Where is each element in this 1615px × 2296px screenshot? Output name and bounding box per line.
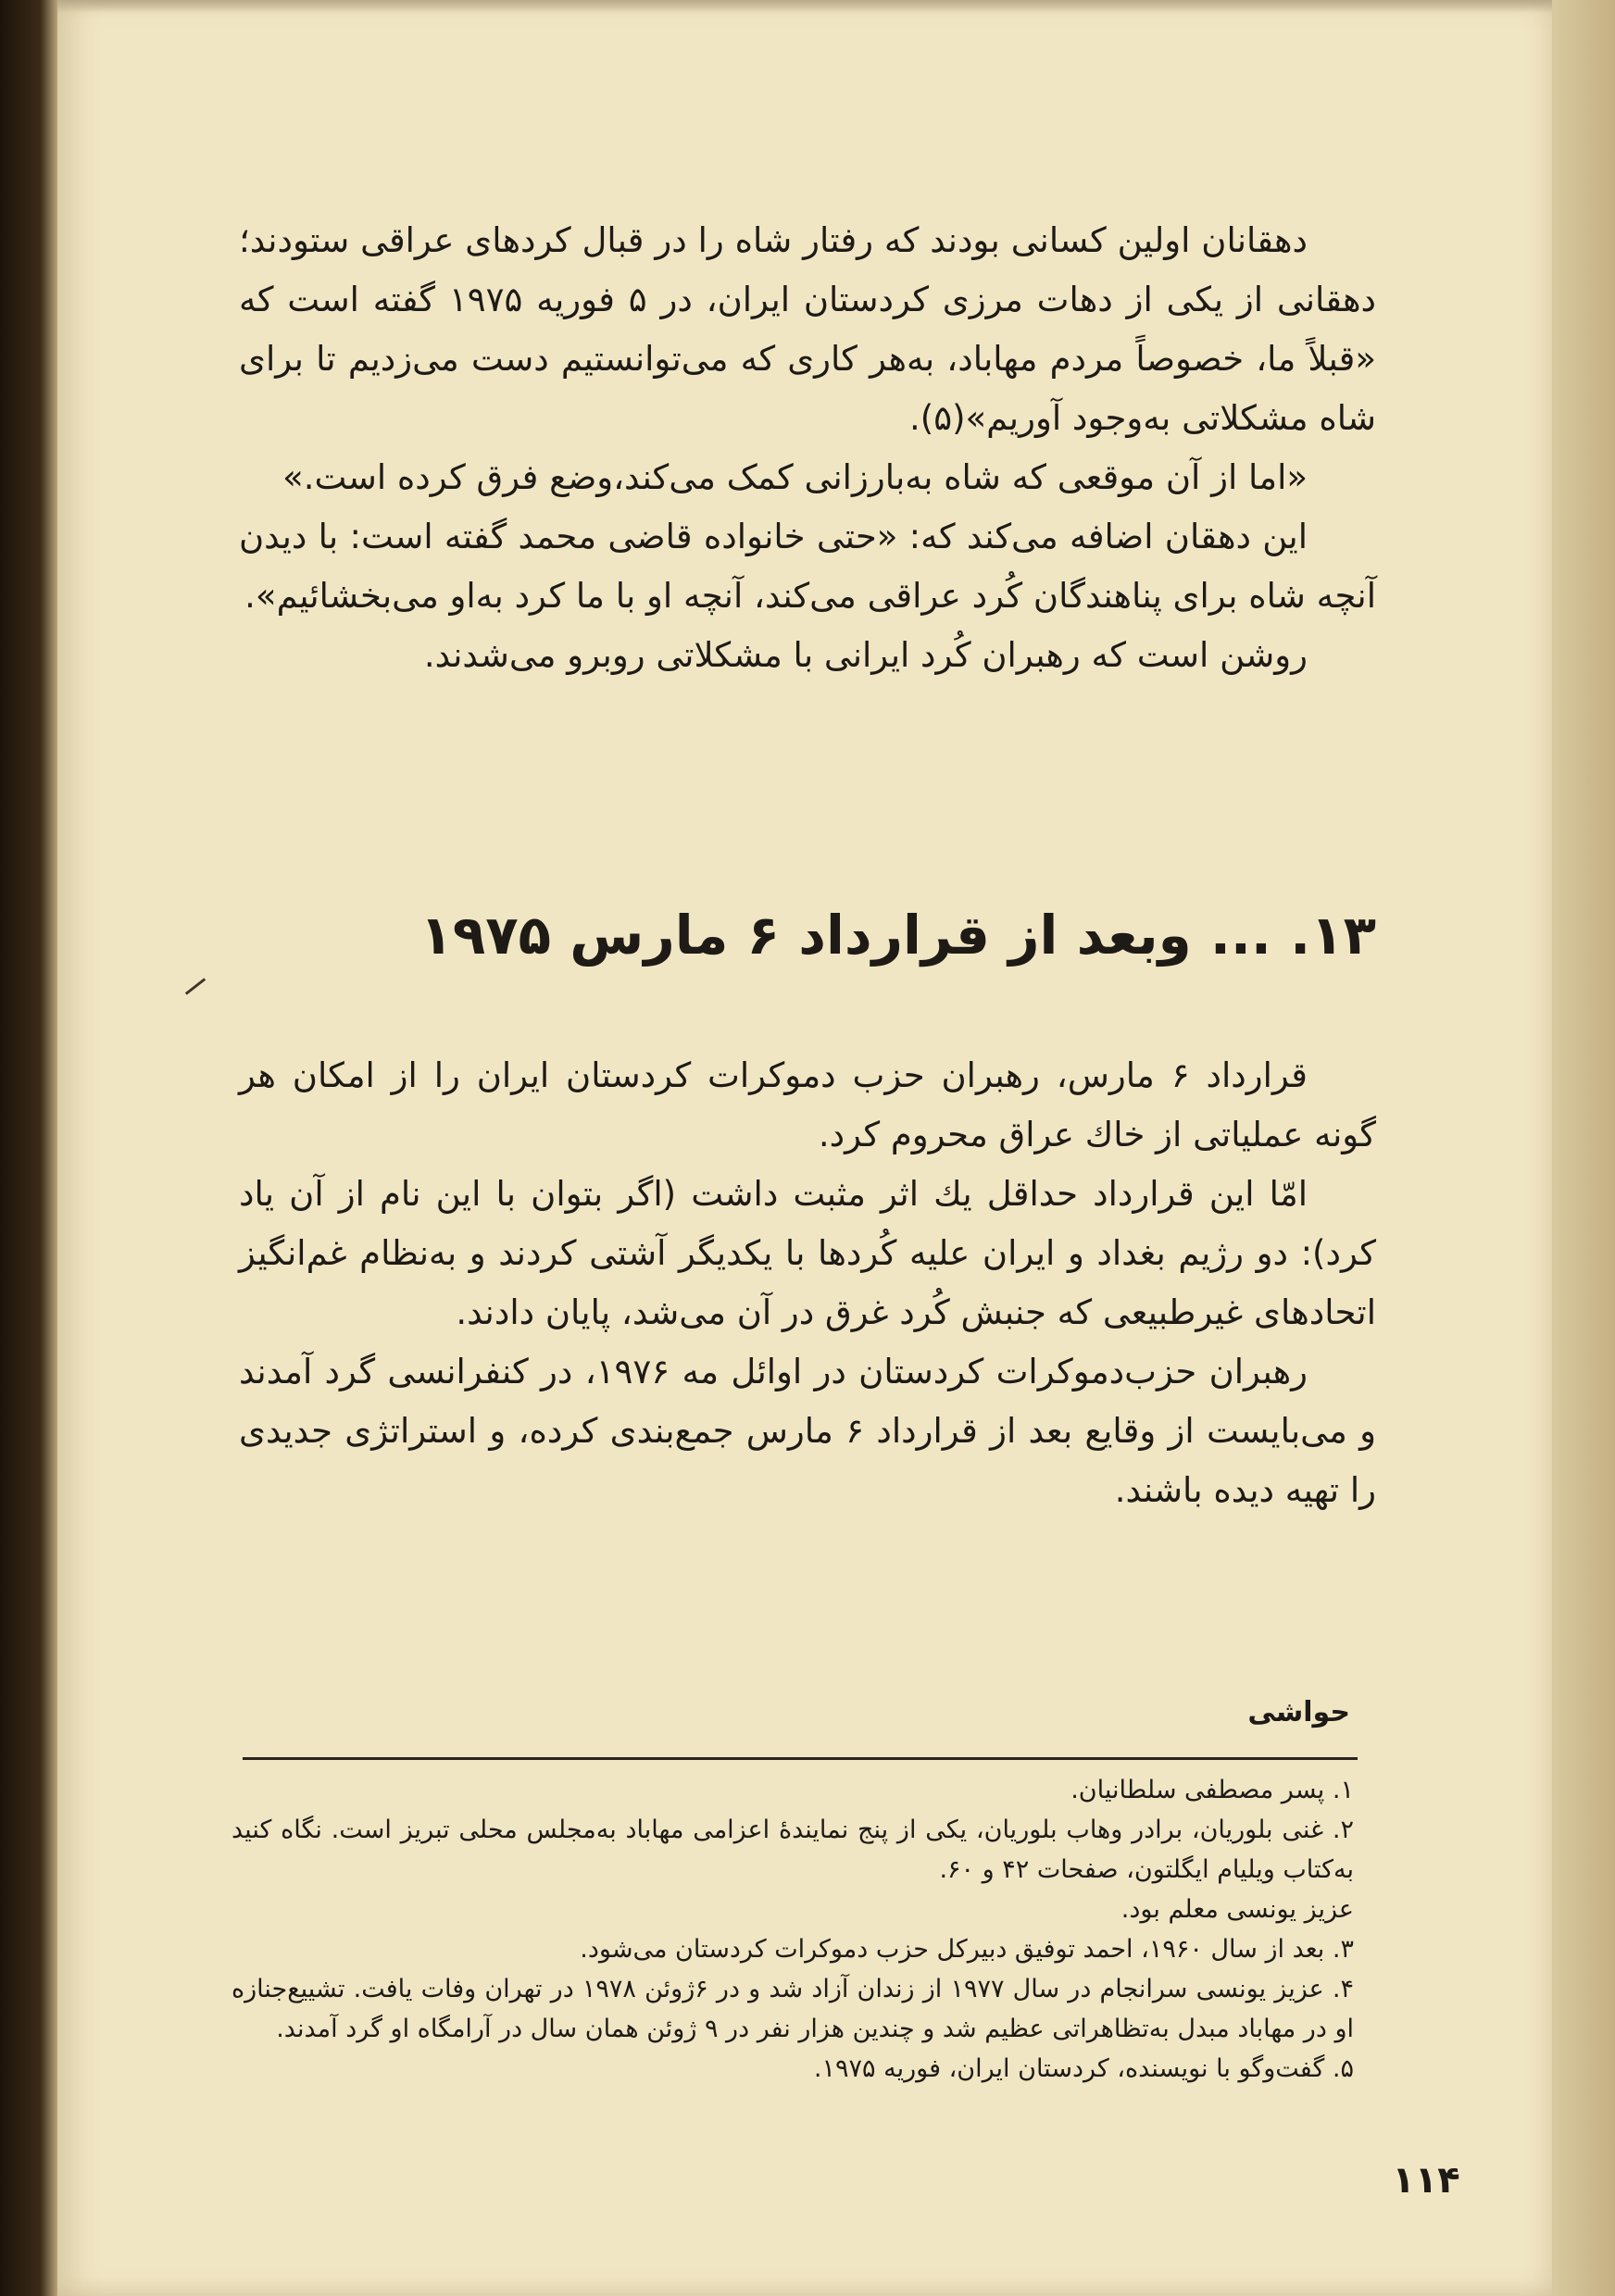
paragraph-4: روشن است که رهبران کُرد ایرانی با مشکلاتی روبرو می‌شدند. [423,635,1308,675]
footnote-item: ۲. غنی بلوریان، برادر وهاب بلوریان، یکی از پنج نمایندهٔ اعزامی مهاباد به‌مجلس محلی تبریز است. نگاه کنید به‌کتاب ویلیام ایگلتون، صفحات ۴۲ و ۶۰. [232,1816,1354,1884]
section-heading: ۱۳. ... وبعد از قرارداد ۶ مارس ۱۹۷۵ [419,904,1376,967]
body-section-1 [239,211,1376,685]
scan-right-edge [1552,0,1615,2296]
scan-left-edge [0,0,57,2296]
paragraph-5: قرارداد ۶ مارس، رهبران حزب دموکرات کردستان ایران را از امکان هر گونه عملیاتی از خاك عراق محروم کرد. [239,1055,1376,1154]
paragraph-7: رهبران حزب‌دموکرات کردستان در اوائل مه ۱۹۷۶، در کنفرانسی گرد آمدند و می‌بایست از وقایع بعد از قرارداد ۶ مارس جمع‌بندی کرده، و استراتژی جدیدی را تهیه دیده باشند. [239,1352,1376,1510]
paragraph-1: دهقانان اولین کسانی بودند که رفتار شاه را در قبال کردهای عراقی ستودند؛ دهقانی از یکی از دهات مرزی کردستان ایران، در ۵ فوریه ۱۹۷۵ گفته است که «قبلاً ما، خصوصاً مردم مهاباد، به‌هر کاری که می‌توانستیم دست می‌زدیم تا برای شاه مشکلاتی به‌وجود آوریم»(۵). [239,220,1377,438]
footnotes-divider [243,1757,1358,1760]
paragraph-2: «اما از آن موقعی که شاه به‌بارزانی کمک می‌کند،وضع فرق کرده است.» [282,457,1308,497]
footnote-item: ۵. گفت‌وگو با نویسنده، کردستان ایران، فوریه ۱۹۷۵. [813,2054,1354,2083]
scan-top-edge [57,0,1552,13]
paragraph-6: امّا این قرارداد حداقل يك اثر مثبت داشت (اگر بتوان با این نام از آن یاد کرد): دو رژیم بغداد و ایران علیه کُردها با یکدیگر آشتی کردند و به‌نظام غم‌انگیز اتحادهای غیرطبیعی که جنبش کُرد غرق در آن می‌شد، پایان دادند. [239,1174,1376,1332]
body-section-2 [239,1046,1376,1520]
footnote-item: ۴. عزیز یونسی سرانجام در سال ۱۹۷۷ از زندان آزاد شد و در ۶ژوئن ۱۹۷۸ در تهران وفات یافت. تشییع‌جنازه او در مهاباد مبدل به‌تظاهراتی عظیم شد و چندین هزار نفر در ۹ ژوئن همان سال در آرامگاه او گرد آمدند. [232,1975,1354,2043]
footnote-item: ۳. بعد از سال ۱۹۶۰، احمد توفیق دبیرکل حزب دموکرات کردستان می‌شود. [580,1935,1354,1964]
footnote-item: ۱. پسر مصطفی سلطانیان. [1070,1776,1354,1804]
footnotes-list [232,1770,1354,2089]
footnote-item: عزیز یونسی معلم بود. [1120,1895,1354,1924]
footnotes-title: حواشی [1247,1696,1350,1728]
paragraph-3: این دهقان اضافه می‌کند که: «حتی خانواده قاضی محمد گفته است: با دیدن آنچه شاه برای پناهندگان کُرد عراقی می‌کند، آنچه او با ما کرد به‌او می‌بخشائیم». [239,517,1376,616]
page-number: ۱۱۴ [1392,2159,1460,2202]
